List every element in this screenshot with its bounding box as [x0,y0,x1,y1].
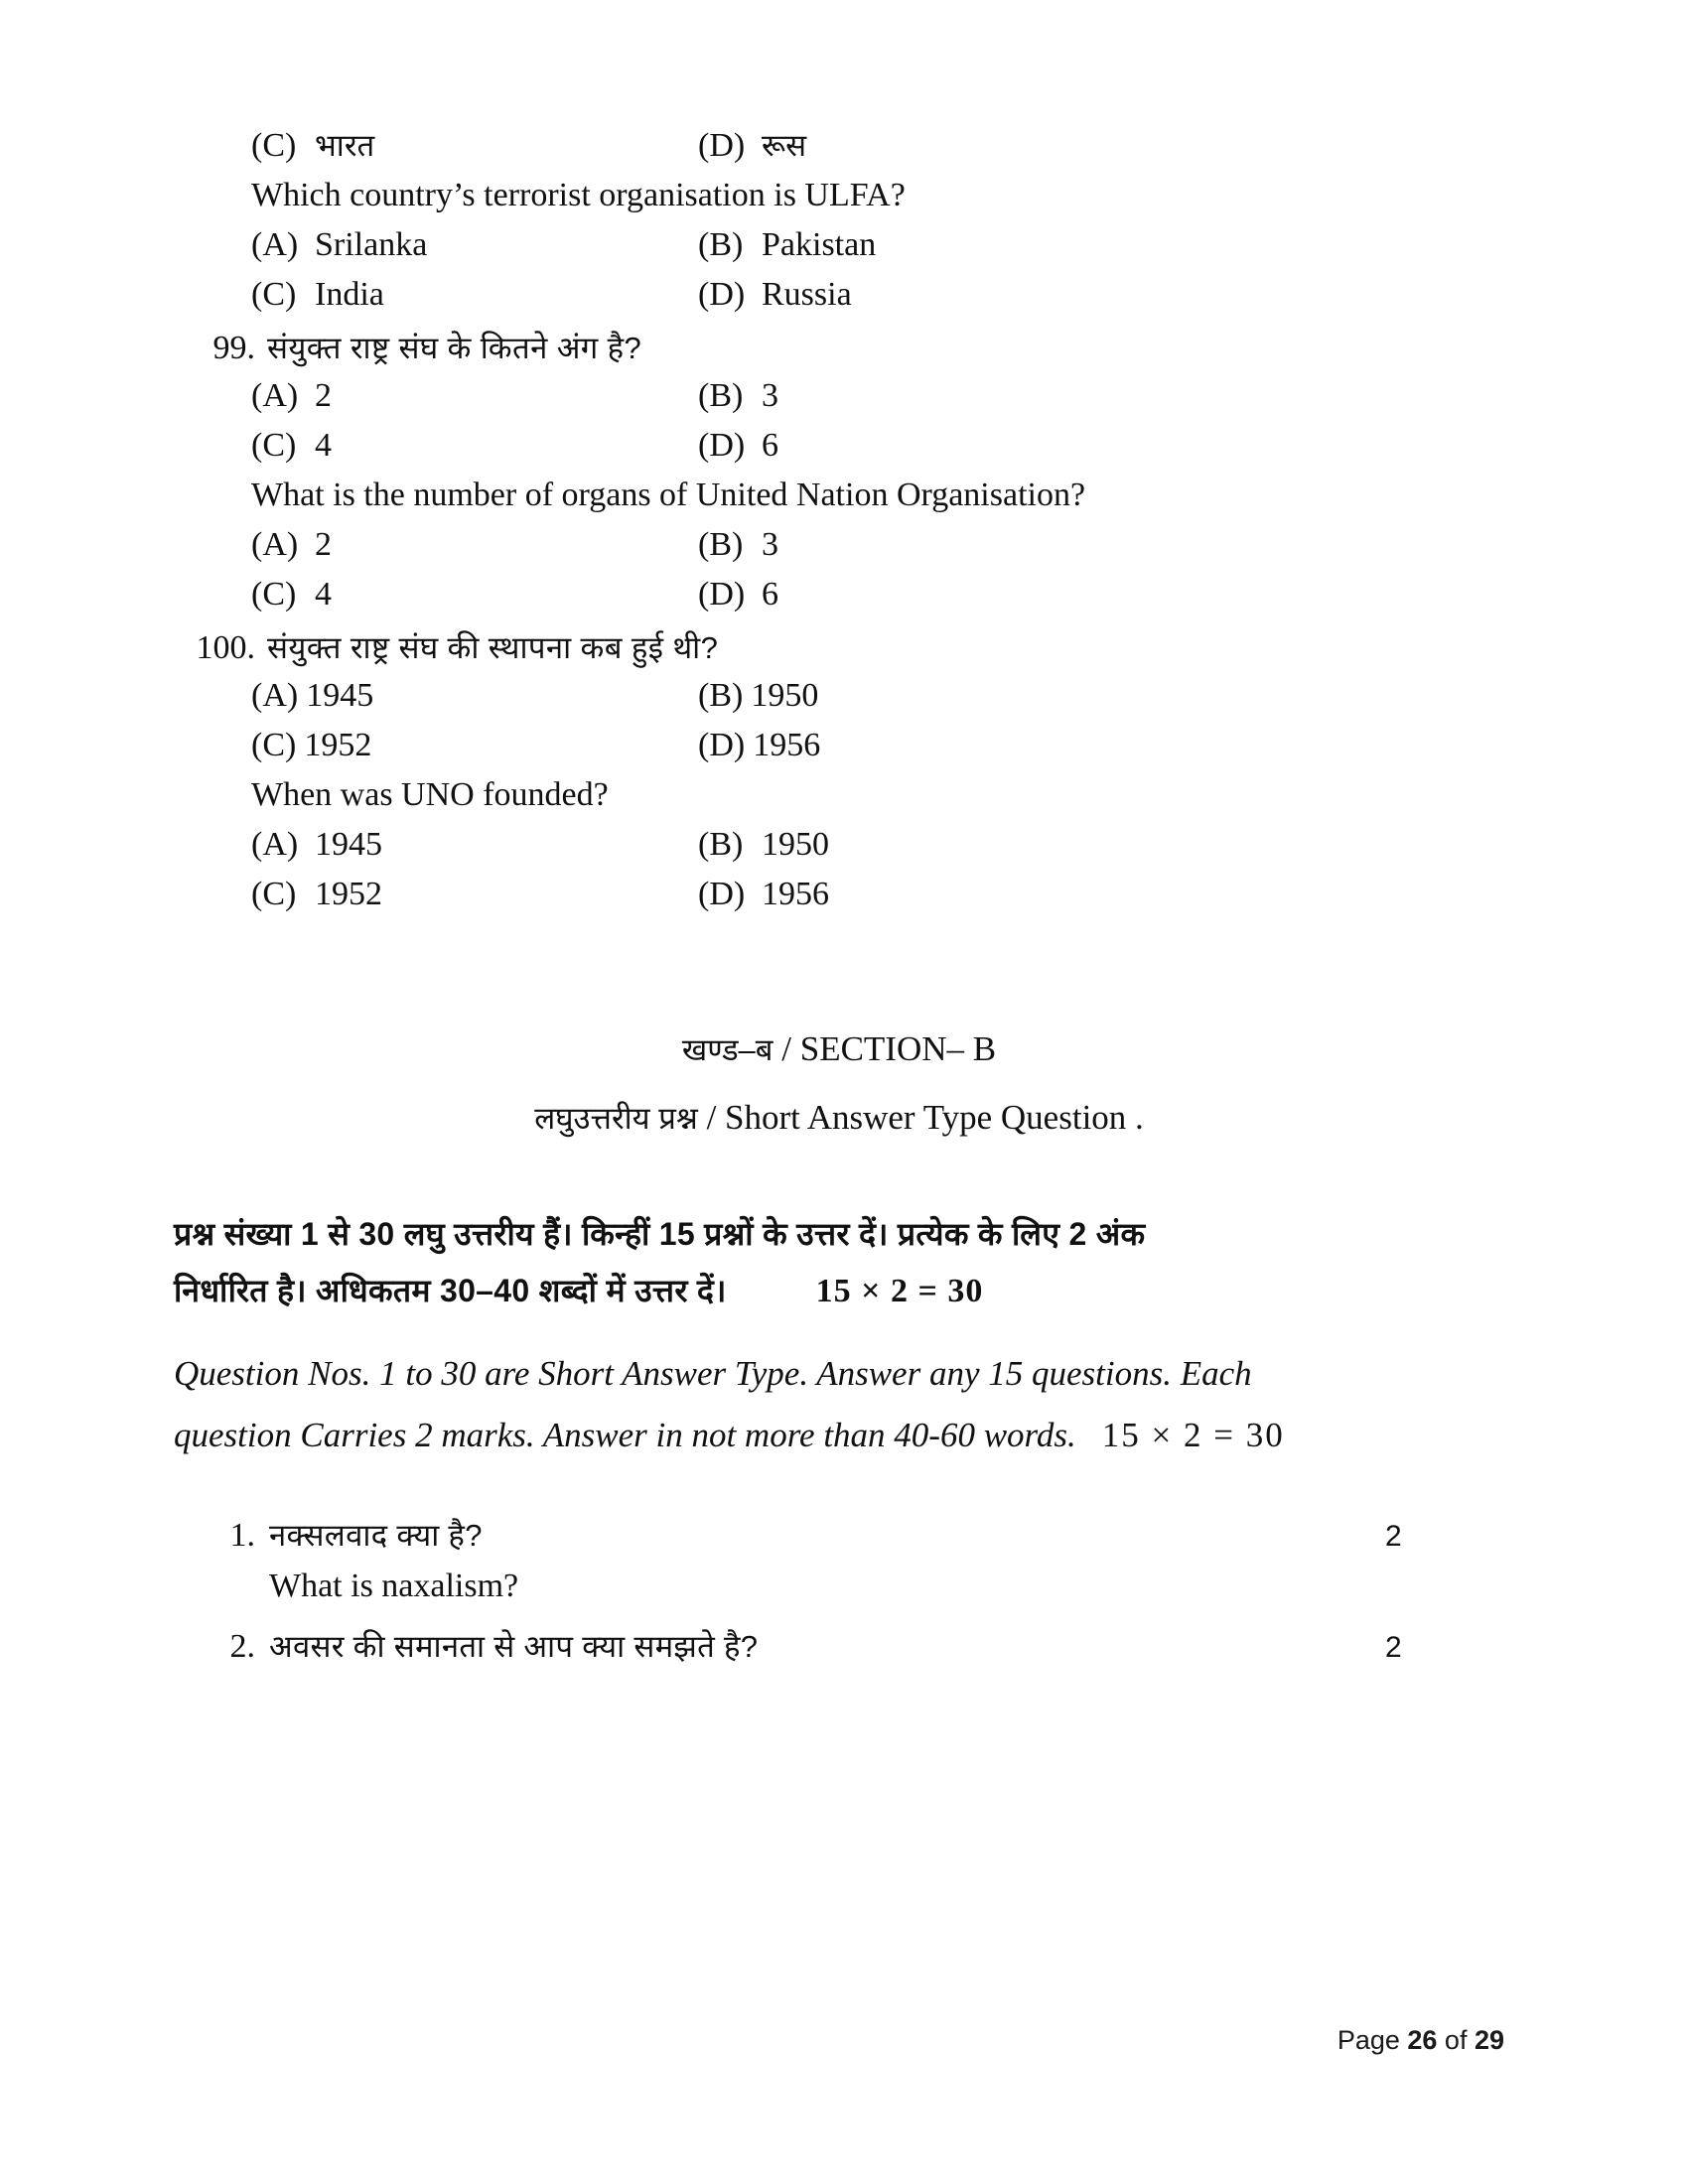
footer-total-pages: 29 [1474,2025,1504,2055]
option-left [251,578,698,612]
instructions-hindi-marks: 15 × 2 = 30 [815,1273,984,1309]
option-value: 1950 [762,826,829,863]
section-title-separator: / [773,1029,800,1068]
option-row [174,129,1504,163]
option-value: 3 [762,377,778,414]
option-value: 6 [762,427,778,464]
option-left [251,278,698,312]
option-key: (B) [698,826,744,863]
option-key: (A) [251,677,299,714]
instructions-hindi-line2-wrap [174,1262,1350,1321]
question-stem-hindi: संयुक्त राष्ट्र संघ की स्थापना कब हुई थी? [267,630,719,665]
short-answer-question-list [174,1514,1504,1667]
option-value: Russia [762,276,852,313]
option-row [174,228,1504,262]
option-key: (C) [251,876,297,912]
option-key: (C) [251,127,297,164]
footer-middle: of [1437,2025,1475,2055]
option-key: (B) [698,377,744,414]
option-right [698,729,1504,762]
question-marks: 2 [1385,1520,1402,1554]
option-value: Srilanka [315,226,428,263]
section-subtitle [174,1099,1504,1138]
option-left [251,129,698,163]
section-title [174,1030,1504,1069]
option-right [698,429,1504,463]
option-key: (D) [698,127,746,164]
option-key: (A) [251,226,299,263]
instructions-english-line2: question Carries 2 marks. Answer in not more than 40-60 words. [174,1415,1076,1454]
option-left [251,429,698,463]
option-value: India [315,276,384,313]
option-key: (C) [251,576,297,613]
option-row [174,679,1504,713]
option-left [251,379,698,413]
option-key: (C) [251,727,297,763]
question-100 [174,631,1504,665]
question-marks: 2 [1385,1631,1402,1665]
option-value: 2 [315,377,332,414]
question-text-hindi: नक्सलवाद क्या है? [269,1518,483,1554]
section-subtitle-hindi: लघुउत्तरीय प्रश्न [534,1100,698,1136]
option-left [251,679,698,713]
option-value: 6 [762,576,778,613]
option-row [174,578,1504,612]
option-right [698,878,1504,911]
option-key: (D) [698,576,746,613]
option-left [251,878,698,911]
question-stem-hindi: संयुक्त राष्ट्र संघ के कितने अंग है? [267,331,642,365]
question-stem-english: Which country’s terrorist organisation is ULFA? [251,177,906,213]
option-key: (D) [698,727,746,763]
question-number: 100. [196,629,255,666]
instructions-english-line2-wrap [174,1405,1350,1466]
option-left [251,828,698,862]
footer-prefix: Page [1336,2025,1408,2055]
option-right [698,129,1504,163]
option-value: 1945 [315,826,382,863]
question-stem-english: When was UNO founded? [251,776,609,813]
option-key: (B) [698,226,744,263]
option-right [698,228,1504,262]
option-row [174,278,1504,312]
option-left [251,528,698,562]
option-value: 1952 [315,876,382,912]
section-b-heading [174,1030,1504,1137]
page-footer [1337,2025,1504,2056]
option-key: (A) [251,526,299,563]
option-value: भारत [315,128,375,163]
option-value: रूस [762,128,807,163]
option-key: (B) [698,526,744,563]
question-number: 2. [229,1628,255,1666]
option-right [698,828,1504,862]
option-right [698,578,1504,612]
option-value: 2 [315,526,332,563]
instructions-hindi-line2: निर्धारित है। अधिकतम 30–40 शब्दों में उत्तर दें। [174,1273,727,1308]
option-right [698,528,1504,562]
option-key: (C) [251,276,297,313]
question-text-hindi: अवसर की समानता से आप क्या समझते है? [269,1629,759,1665]
option-key: (A) [251,826,299,863]
footer-current-page: 26 [1407,2025,1438,2055]
option-right [698,679,1504,713]
option-value: 1952 [304,727,372,763]
option-key: (B) [698,677,744,714]
option-key: (D) [698,876,746,912]
question-number: 1. [229,1517,255,1555]
section-subtitle-english: Short Answer Type Question . [725,1097,1144,1137]
option-key: (D) [698,276,746,313]
option-value: 1956 [762,876,829,912]
option-right [698,278,1504,312]
section-subtitle-separator: / [697,1097,726,1137]
question-text-english: What is naxalism? [269,1568,519,1605]
instructions-english-marks: 15 × 2 = 30 [1101,1415,1285,1454]
question-99 [174,332,1504,365]
option-row [174,729,1504,762]
option-key: (C) [251,427,297,464]
question-stem-english: What is the number of organs of United Nation Organisation? [251,477,1086,513]
option-value: 4 [315,576,332,613]
option-value: 1956 [753,727,821,763]
section-title-hindi: खण्ड–ब [681,1032,774,1067]
option-right [698,379,1504,413]
option-left [251,729,698,762]
instructions-english-line1: Question Nos. 1 to 30 are Short Answer Type. Answer any 15 questions. Each [174,1353,1252,1393]
option-left [251,228,698,262]
list-item [174,1625,1504,1667]
option-row [174,429,1504,463]
option-row [174,528,1504,562]
instructions-hindi-line1: प्रश्न संख्या 1 से 30 लघु उत्तरीय हैं। किन्हीं 15 प्रश्नों के उत्तर दें। प्रत्येक के लिए 2 अंक [174,1216,1146,1252]
instructions-english [174,1343,1350,1467]
option-value: 1945 [306,677,374,714]
option-value: 4 [315,427,332,464]
option-key: (D) [698,427,746,464]
option-value: Pakistan [762,226,877,263]
option-key: (A) [251,377,299,414]
instructions-hindi [174,1206,1350,1321]
option-row [174,828,1504,862]
section-title-english: SECTION– B [799,1029,997,1068]
option-value: 1950 [751,677,819,714]
option-value: 3 [762,526,778,563]
page-content [174,129,1504,1679]
list-item [174,1514,1504,1556]
option-row [174,379,1504,413]
question-number: 99. [212,330,255,366]
option-row [174,878,1504,911]
